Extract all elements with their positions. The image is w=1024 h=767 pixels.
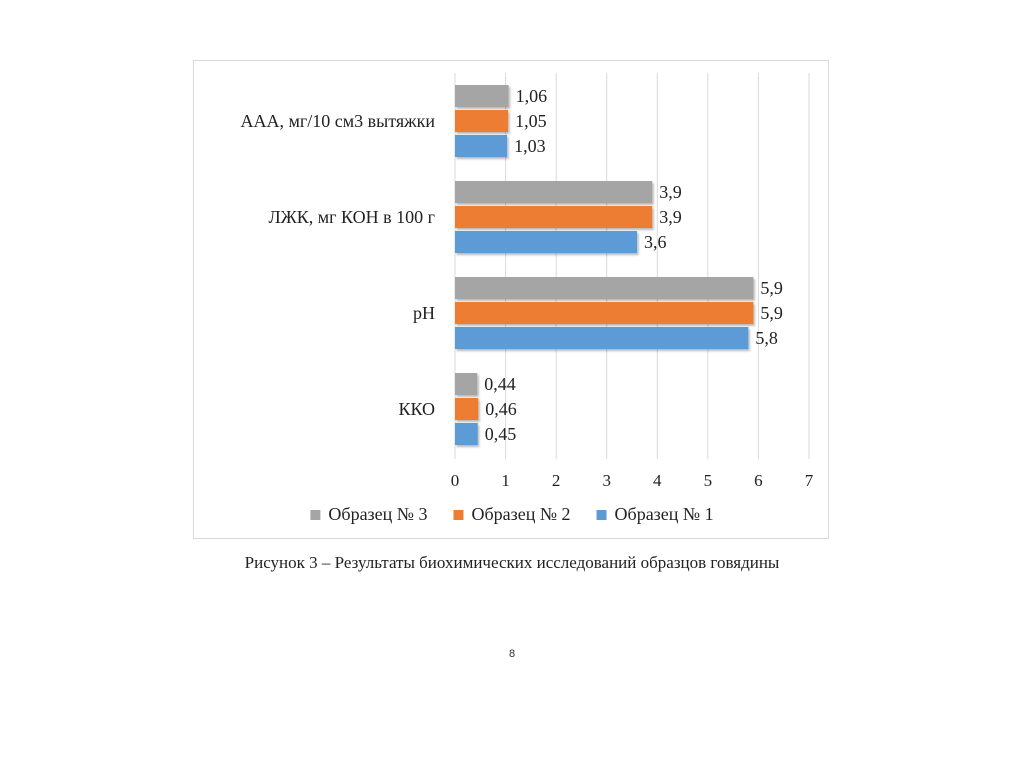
- page-number: 8: [508, 648, 516, 660]
- bar: [455, 135, 507, 157]
- figure-caption: Рисунок 3 – Результаты биохимических исследований образцов говядины: [244, 553, 780, 572]
- category-label: ККО: [398, 399, 435, 419]
- bar: [455, 85, 509, 107]
- x-tick-label: 1: [501, 471, 510, 490]
- legend-item: [453, 504, 570, 524]
- category-label: ЛЖК, мг КОН в 100 г: [268, 207, 435, 227]
- legend-label: Образец № 1: [614, 504, 714, 524]
- x-tick-label: 5: [703, 471, 713, 490]
- x-tick-label: 0: [450, 471, 460, 490]
- legend-swatch: [310, 510, 320, 520]
- bar: [455, 327, 748, 349]
- data-label: 1,06: [515, 86, 548, 106]
- bar: [455, 373, 477, 395]
- legend-item: [310, 504, 427, 524]
- data-label: 1,03: [514, 136, 546, 156]
- legend-label: Образец № 3: [328, 504, 428, 524]
- data-label: 0,44: [484, 374, 516, 394]
- data-label: 3,9: [659, 207, 682, 227]
- data-label: 1,05: [515, 111, 547, 131]
- legend-swatch: [597, 510, 607, 520]
- bar: [455, 206, 652, 228]
- data-label: 0,46: [485, 399, 517, 419]
- bar: [455, 110, 508, 132]
- bar: [455, 423, 478, 445]
- bar: [455, 302, 753, 324]
- data-label: 3,9: [659, 182, 682, 202]
- x-tick-label: 2: [551, 471, 561, 490]
- data-label: 0,45: [484, 424, 517, 444]
- legend-swatch: [453, 510, 463, 520]
- data-label: 3,6: [644, 232, 667, 252]
- bar: [455, 181, 652, 203]
- bar: [455, 231, 637, 253]
- x-tick-label: 4: [653, 471, 662, 490]
- category-label: pH: [413, 303, 435, 323]
- category-label: ААА, мг/10 см3 вытяжки: [240, 111, 435, 131]
- data-label: 5,9: [760, 303, 783, 323]
- chart-frame: [193, 60, 829, 539]
- x-tick-label: 7: [804, 471, 814, 490]
- legend: [310, 504, 713, 524]
- x-tick-label: 6: [754, 471, 763, 490]
- bar: [455, 277, 753, 299]
- bar: [455, 398, 478, 420]
- data-label: 5,9: [760, 278, 783, 298]
- bar-chart: [194, 61, 830, 540]
- legend-label: Образец № 2: [471, 504, 571, 524]
- data-label: 5,8: [755, 328, 778, 348]
- legend-item: [597, 504, 714, 524]
- x-tick-label: 3: [602, 471, 611, 490]
